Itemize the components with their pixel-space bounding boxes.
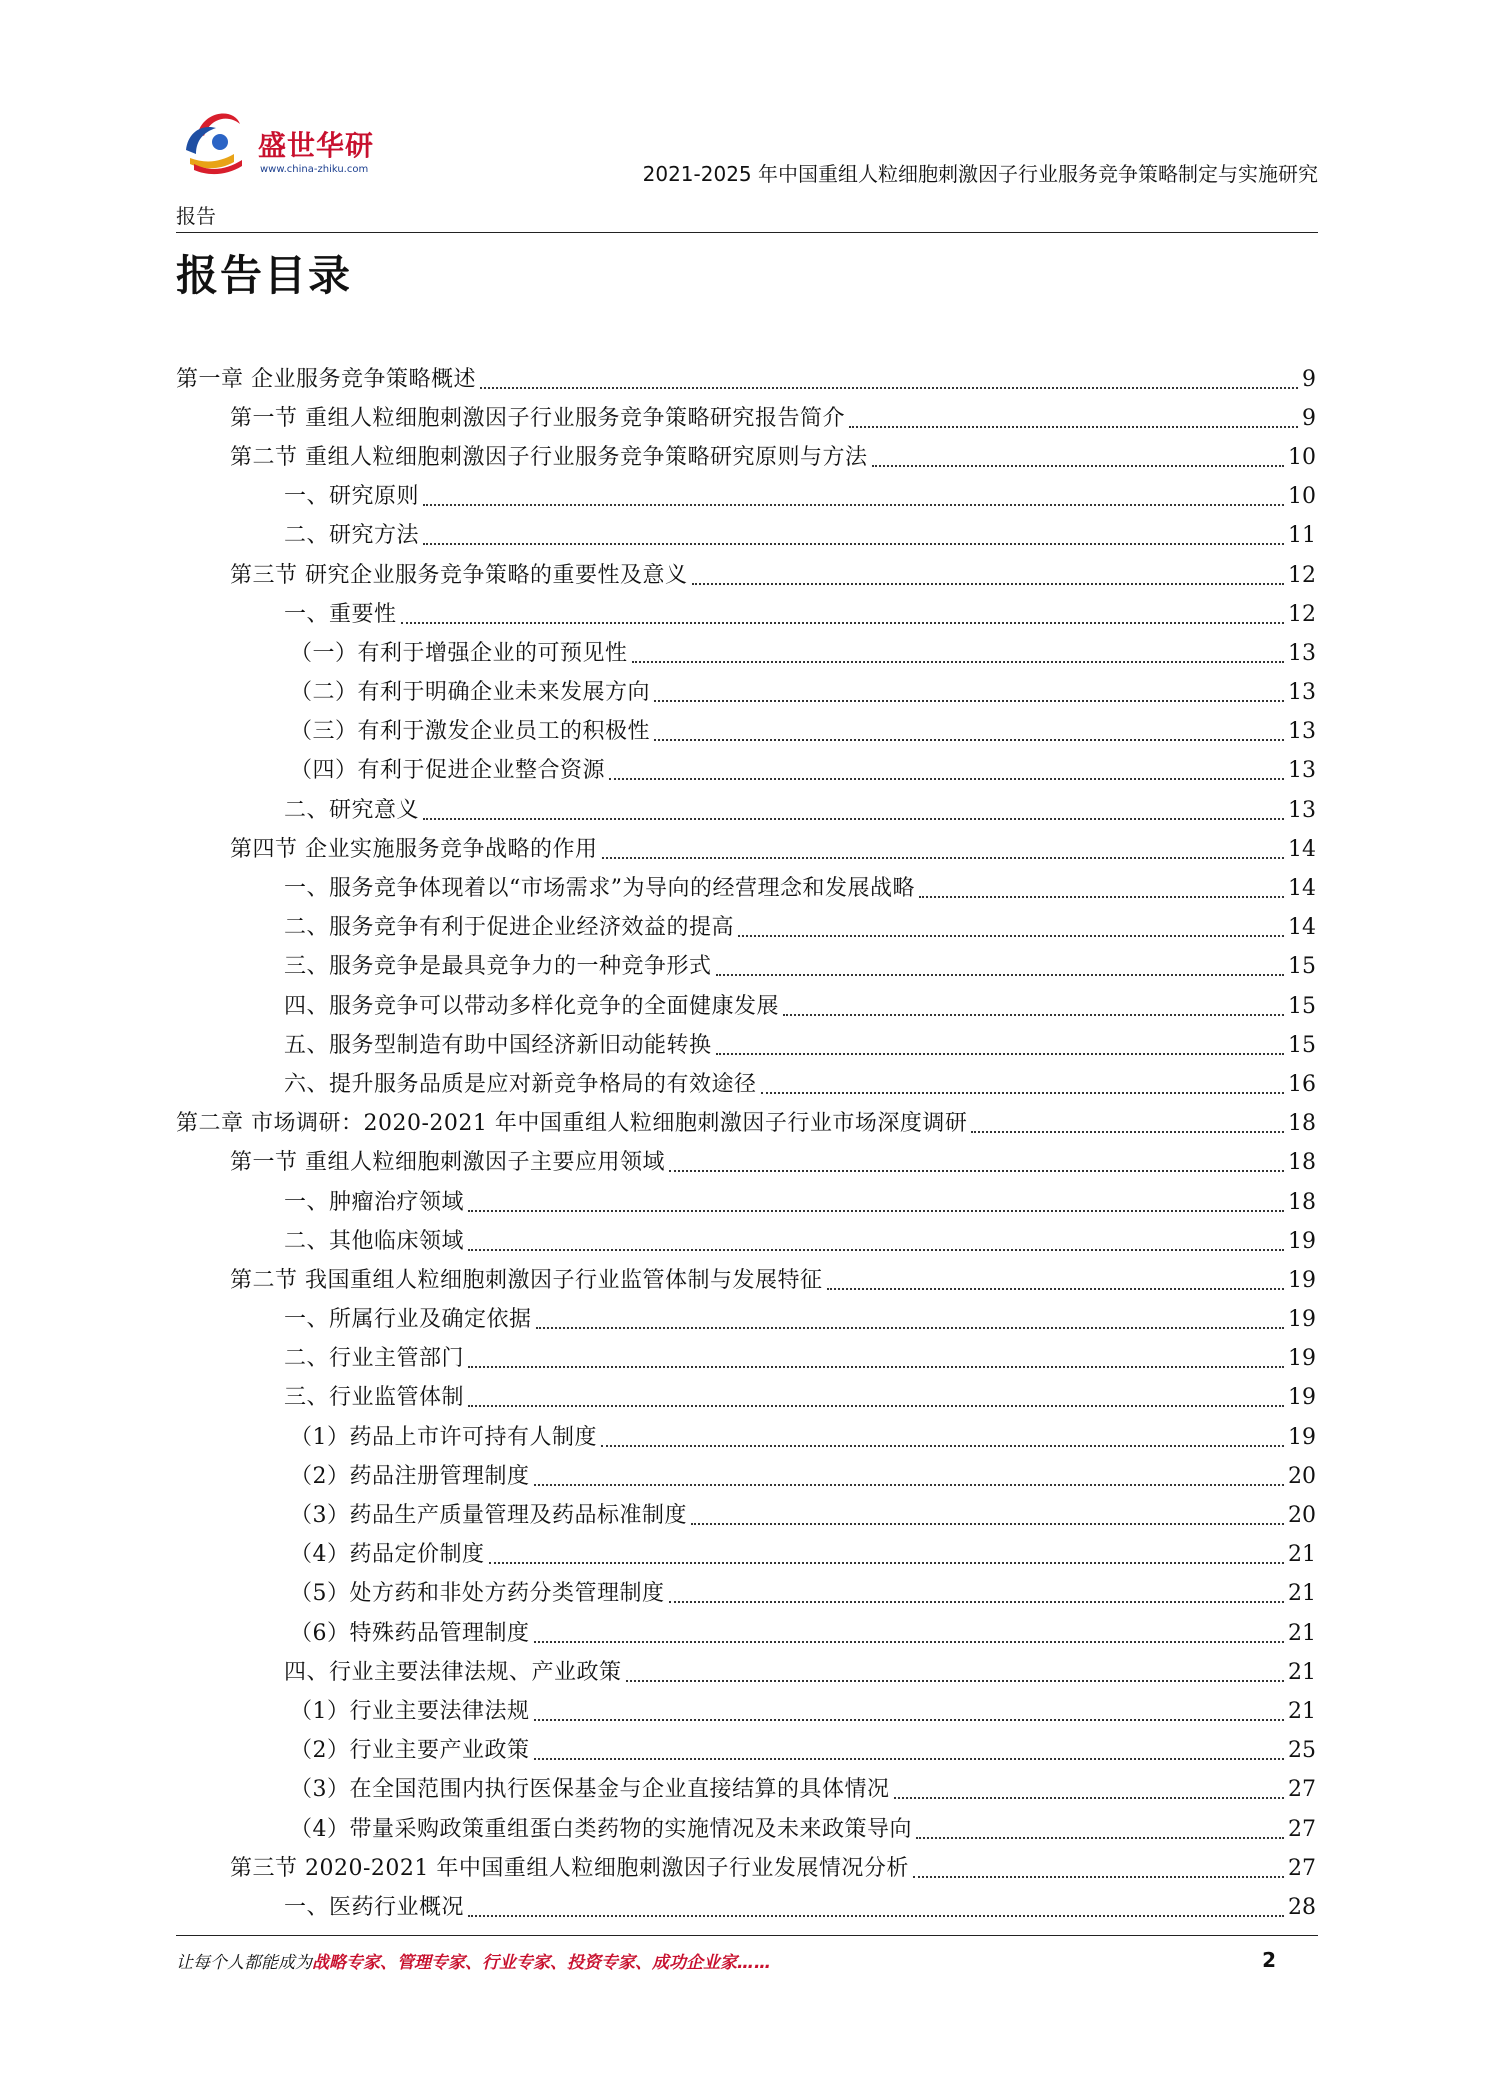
- toc-leader-dots: [894, 1797, 1285, 1799]
- document-title: 报告目录: [176, 251, 353, 300]
- toc-entry[interactable]: [176, 634, 1316, 673]
- toc-entry-title: （一）有利于增强企业的可预见性: [290, 640, 628, 666]
- toc-entry-page: 28: [1288, 1894, 1316, 1920]
- toc-entry-title: 一、医药行业概况: [284, 1894, 465, 1920]
- toc-entry-page: 19: [1288, 1385, 1316, 1411]
- header-divider: [176, 232, 1318, 233]
- toc-leader-dots: [534, 1719, 1285, 1721]
- toc-entry[interactable]: [176, 909, 1316, 948]
- toc-entry-page: 21: [1288, 1542, 1316, 1568]
- logo-name: 盛世华研: [258, 129, 375, 162]
- toc-leader-dots: [691, 1523, 1284, 1525]
- toc-entry-page: 13: [1288, 758, 1316, 784]
- report-title: 2021-2025 年中国重组人粒细胞刺激因子行业服务竞争策略制定与实施研究: [642, 162, 1318, 186]
- toc-entry-title: 第二章 市场调研：2020-2021 年中国重组人粒细胞刺激因子行业市场深度调研: [176, 1111, 968, 1137]
- toc-leader-dots: [468, 1915, 1284, 1917]
- toc-leader-dots: [423, 504, 1284, 506]
- toc-entry-title: 五、服务型制造有助中国经济新旧动能转换: [284, 1032, 712, 1058]
- toc-entry-page: 11: [1288, 523, 1316, 549]
- toc-leader-dots: [632, 661, 1284, 663]
- toc-entry-page: 15: [1288, 954, 1316, 980]
- report-label: 报告: [176, 204, 216, 228]
- toc-entry-title: 一、肿瘤治疗领域: [284, 1189, 465, 1215]
- toc-entry-page: 15: [1288, 1032, 1316, 1058]
- toc-entry-title: 第一节 重组人粒细胞刺激因子行业服务竞争策略研究报告简介: [230, 405, 845, 431]
- toc-entry-title: （4）带量采购政策重组蛋白类药物的实施情况及未来政策导向: [290, 1816, 912, 1842]
- toc-entry[interactable]: [176, 1614, 1316, 1653]
- toc-leader-dots: [468, 1405, 1284, 1407]
- toc-leader-dots: [602, 857, 1285, 859]
- toc-leader-dots: [716, 1053, 1284, 1055]
- toc-entry-title: 四、服务竞争可以带动多样化竞争的全面健康发展: [284, 993, 780, 1019]
- toc-entry[interactable]: [176, 1849, 1316, 1888]
- toc-entry-title: 二、研究意义: [284, 797, 420, 823]
- toc-entry[interactable]: [176, 674, 1316, 713]
- toc-entry-title: 第三节 2020-2021 年中国重组人粒细胞刺激因子行业发展情况分析: [230, 1855, 909, 1881]
- toc-entry-page: 13: [1288, 640, 1316, 666]
- toc-leader-dots: [536, 1327, 1284, 1329]
- footer-slogan-highlight: 战略专家、管理专家、行业专家、投资专家、成功企业家……: [312, 1953, 771, 1973]
- toc-entry-page: 9: [1302, 366, 1316, 392]
- toc-entry[interactable]: [176, 830, 1316, 869]
- toc-entry-title: （1）药品上市许可持有人制度: [290, 1424, 597, 1450]
- toc-entry[interactable]: [176, 438, 1316, 477]
- toc-leader-dots: [669, 1601, 1285, 1603]
- toc-leader-dots: [761, 1092, 1284, 1094]
- toc-leader-dots: [423, 543, 1284, 545]
- toc-entry-page: 13: [1288, 797, 1316, 823]
- toc-entry[interactable]: [176, 1457, 1316, 1496]
- toc-entry[interactable]: [176, 1653, 1316, 1692]
- toc-entry-page: 21: [1288, 1698, 1316, 1724]
- toc-entry-page: 27: [1288, 1777, 1316, 1803]
- logo-icon: [176, 102, 256, 182]
- toc-entry-title: （1）行业主要法律法规: [290, 1698, 530, 1724]
- toc-entry-page: 21: [1288, 1620, 1316, 1646]
- toc-entry[interactable]: [176, 1692, 1316, 1731]
- toc-leader-dots: [534, 1641, 1285, 1643]
- toc-entry-title: 三、行业监管体制: [284, 1385, 465, 1411]
- footer-slogan-lead: 让每个人都能成为: [176, 1953, 312, 1973]
- toc-entry-page: 10: [1288, 484, 1316, 510]
- toc-entry-page: 16: [1288, 1071, 1316, 1097]
- toc-leader-dots: [919, 896, 1284, 898]
- toc-entry-page: 20: [1288, 1503, 1316, 1529]
- toc-leader-dots: [916, 1837, 1284, 1839]
- toc-entry-page: 14: [1288, 915, 1316, 941]
- toc-entry-page: 19: [1288, 1346, 1316, 1372]
- table-of-contents: [176, 360, 1316, 1928]
- toc-entry-page: 21: [1288, 1659, 1316, 1685]
- toc-entry-title: 第三节 研究企业服务竞争策略的重要性及意义: [230, 562, 688, 588]
- toc-entry[interactable]: [176, 360, 1316, 399]
- toc-entry-page: 21: [1288, 1581, 1316, 1607]
- toc-leader-dots: [534, 1758, 1285, 1760]
- toc-entry-title: 二、行业主管部门: [284, 1346, 465, 1372]
- toc-entry-title: （3）药品生产质量管理及药品标准制度: [290, 1503, 687, 1529]
- toc-entry-title: 一、所属行业及确定依据: [284, 1307, 532, 1333]
- toc-leader-dots: [716, 974, 1284, 976]
- toc-entry-page: 18: [1288, 1189, 1316, 1215]
- toc-leader-dots: [401, 622, 1284, 624]
- toc-entry-title: 一、重要性: [284, 601, 397, 627]
- toc-leader-dots: [692, 583, 1285, 585]
- toc-entry[interactable]: [176, 1183, 1316, 1222]
- logo-url: www.china-zhiku.com: [260, 164, 369, 175]
- toc-entry[interactable]: [176, 478, 1316, 517]
- toc-entry-title: 六、提升服务品质是应对新竞争格局的有效途径: [284, 1071, 757, 1097]
- toc-leader-dots: [468, 1366, 1284, 1368]
- toc-entry[interactable]: [176, 1379, 1316, 1418]
- toc-entry-title: （6）特殊药品管理制度: [290, 1620, 530, 1646]
- toc-leader-dots: [423, 818, 1284, 820]
- toc-entry[interactable]: [176, 869, 1316, 908]
- toc-entry-title: 二、研究方法: [284, 523, 420, 549]
- toc-entry-title: 第四节 企业实施服务竞争战略的作用: [230, 836, 598, 862]
- toc-entry-page: 19: [1288, 1228, 1316, 1254]
- toc-entry[interactable]: [176, 987, 1316, 1026]
- toc-entry[interactable]: [176, 1065, 1316, 1104]
- toc-entry-page: 10: [1288, 444, 1316, 470]
- toc-entry-page: 20: [1288, 1463, 1316, 1489]
- toc-entry-page: 19: [1288, 1424, 1316, 1450]
- toc-leader-dots: [534, 1484, 1285, 1486]
- toc-entry[interactable]: [176, 1732, 1316, 1771]
- toc-entry-title: （2）行业主要产业政策: [290, 1738, 530, 1764]
- toc-entry-title: （4）药品定价制度: [290, 1542, 485, 1568]
- toc-leader-dots: [489, 1562, 1285, 1564]
- toc-entry-title: （三）有利于激发企业员工的积极性: [290, 719, 651, 745]
- toc-entry[interactable]: [176, 1144, 1316, 1183]
- toc-entry-page: 14: [1288, 876, 1316, 902]
- toc-entry[interactable]: [176, 595, 1316, 634]
- page-footer: [176, 1948, 1318, 1978]
- toc-leader-dots: [783, 1014, 1284, 1016]
- toc-leader-dots: [654, 700, 1284, 702]
- toc-leader-dots: [480, 387, 1298, 389]
- toc-entry-page: 12: [1288, 601, 1316, 627]
- footer-divider: [176, 1935, 1318, 1936]
- toc-entry-title: 二、其他临床领域: [284, 1228, 465, 1254]
- toc-entry-title: 第一节 重组人粒细胞刺激因子主要应用领域: [230, 1150, 665, 1176]
- toc-entry-title: 第二节 重组人粒细胞刺激因子行业服务竞争策略研究原则与方法: [230, 444, 868, 470]
- toc-entry[interactable]: [176, 399, 1316, 438]
- toc-leader-dots: [468, 1249, 1284, 1251]
- page-number: 2: [1262, 1948, 1276, 1972]
- toc-entry[interactable]: [176, 1536, 1316, 1575]
- toc-leader-dots: [626, 1680, 1284, 1682]
- toc-entry-title: 第一章 企业服务竞争策略概述: [176, 366, 476, 392]
- toc-entry-page: 12: [1288, 562, 1316, 588]
- toc-entry-page: 25: [1288, 1738, 1316, 1764]
- toc-entry-title: 第二节 我国重组人粒细胞刺激因子行业监管体制与发展特征: [230, 1267, 823, 1293]
- page-header: [176, 100, 1318, 235]
- toc-entry[interactable]: [176, 948, 1316, 987]
- toc-entry[interactable]: [176, 1105, 1316, 1144]
- toc-entry-title: 一、服务竞争体现着以“市场需求”为导向的经营理念和发展战略: [284, 876, 915, 902]
- toc-entry-page: 13: [1288, 719, 1316, 745]
- toc-entry-title: （5）处方药和非处方药分类管理制度: [290, 1581, 665, 1607]
- toc-leader-dots: [913, 1876, 1284, 1878]
- toc-entry[interactable]: [176, 713, 1316, 752]
- toc-entry-title: 一、研究原则: [284, 484, 420, 510]
- toc-entry[interactable]: [176, 1575, 1316, 1614]
- toc-entry[interactable]: [176, 1810, 1316, 1849]
- toc-entry-title: 四、行业主要法律法规、产业政策: [284, 1659, 622, 1685]
- toc-entry[interactable]: [176, 517, 1316, 556]
- toc-entry[interactable]: [176, 1301, 1316, 1340]
- toc-entry-page: 27: [1288, 1855, 1316, 1881]
- toc-entry-title: （2）药品注册管理制度: [290, 1463, 530, 1489]
- toc-leader-dots: [971, 1131, 1284, 1133]
- toc-entry[interactable]: [176, 752, 1316, 791]
- company-logo: [176, 102, 396, 192]
- toc-leader-dots: [601, 1445, 1284, 1447]
- toc-entry[interactable]: [176, 1418, 1316, 1457]
- toc-leader-dots: [849, 426, 1298, 428]
- toc-leader-dots: [654, 739, 1284, 741]
- toc-entry-page: 18: [1288, 1111, 1316, 1137]
- toc-entry[interactable]: [176, 1888, 1316, 1927]
- toc-leader-dots: [468, 1210, 1284, 1212]
- toc-leader-dots: [609, 778, 1284, 780]
- toc-entry[interactable]: [176, 556, 1316, 595]
- toc-entry[interactable]: [176, 1496, 1316, 1535]
- toc-entry-title: 二、服务竞争有利于促进企业经济效益的提高: [284, 915, 735, 941]
- toc-entry-page: 14: [1288, 836, 1316, 862]
- toc-leader-dots: [827, 1288, 1285, 1290]
- toc-entry-page: 13: [1288, 680, 1316, 706]
- toc-entry[interactable]: [176, 1026, 1316, 1065]
- toc-leader-dots: [872, 465, 1285, 467]
- toc-entry-title: （3）在全国范围内执行医保基金与企业直接结算的具体情况: [290, 1777, 890, 1803]
- toc-leader-dots: [738, 935, 1284, 937]
- toc-entry[interactable]: [176, 791, 1316, 830]
- toc-entry[interactable]: [176, 1340, 1316, 1379]
- toc-entry[interactable]: [176, 1222, 1316, 1261]
- toc-entry-page: 18: [1288, 1150, 1316, 1176]
- toc-entry[interactable]: [176, 1771, 1316, 1810]
- toc-entry-page: 9: [1302, 405, 1316, 431]
- toc-entry-title: 三、服务竞争是最具竞争力的一种竞争形式: [284, 954, 712, 980]
- toc-entry-page: 27: [1288, 1816, 1316, 1842]
- toc-entry-page: 19: [1288, 1307, 1316, 1333]
- toc-entry-title: （二）有利于明确企业未来发展方向: [290, 680, 651, 706]
- toc-entry-page: 15: [1288, 993, 1316, 1019]
- toc-entry[interactable]: [176, 1261, 1316, 1300]
- toc-leader-dots: [669, 1170, 1284, 1172]
- toc-entry-title: （四）有利于促进企业整合资源: [290, 758, 606, 784]
- toc-entry-page: 19: [1288, 1267, 1316, 1293]
